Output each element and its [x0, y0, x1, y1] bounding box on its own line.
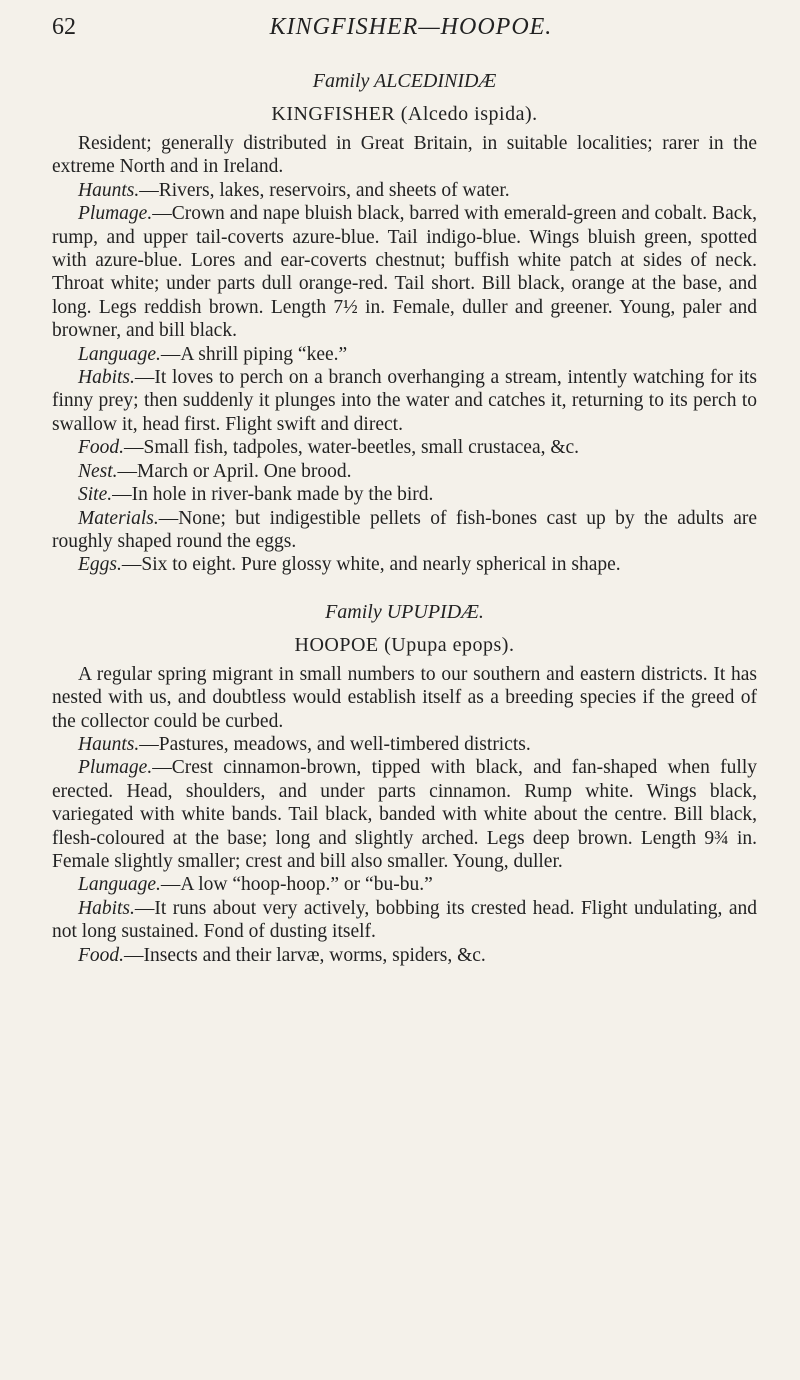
field-haunts [52, 179, 757, 202]
field-language [52, 873, 757, 896]
field-plumage [52, 202, 757, 342]
field-text: —A low “hoop-hoop.” or “bu-bu.” [160, 874, 433, 896]
field-materials [52, 507, 757, 554]
family-heading: Family ALCEDINIDÆ [312, 70, 497, 92]
species-intro: Resident; generally distributed in Great Britain, in suitable localities; rarer in the extreme North and in Ireland. [52, 133, 757, 178]
field-label: Habits. [78, 897, 135, 919]
field-label: Nest. [78, 460, 118, 482]
kingfisher-section [52, 70, 757, 577]
family-heading: Family UPUPIDÆ. [325, 600, 484, 623]
field-text: —None; but indigestible pellets of fish-bones cast up by the adults are roughly shaped round the eggs. [52, 507, 757, 552]
field-nest [52, 460, 757, 483]
field-label: Haunts. [78, 179, 140, 201]
page-number: 62 [52, 14, 76, 40]
running-title: KINGFISHER—HOOPOE. [269, 14, 553, 40]
section-spacer [52, 577, 757, 601]
field-habits [52, 897, 757, 944]
field-label: Food. [78, 944, 125, 966]
field-label: Habits. [78, 367, 135, 389]
field-label: Food. [78, 437, 125, 459]
species-heading: KINGFISHER (Alcedo ispida). [271, 103, 538, 125]
field-text: —Crown and nape bluish black, barred with emerald-green and cobalt. Back, rump, and upper tail-coverts azure-blue. Tail indigo-blue. Wings bluish green, spotted with azure-blue. Lores and ear-coverts chestnut; buffish white patch at sides of neck. Throat white; under parts dull orange-red. Tail short. Bill black, orange at the base, and long. Legs reddish brown. Length 7½ in. Female, duller and greener. Young, paler and browner, and bill black. [52, 203, 757, 342]
species-heading: HOOPOE (Upupa epops). [294, 633, 515, 656]
field-plumage [52, 756, 757, 873]
page-content [52, 70, 757, 967]
field-text: —Rivers, lakes, reservoirs, and sheets of water. [139, 179, 510, 201]
field-site [52, 483, 757, 506]
species-intro: A regular spring migrant in small numbers to our southern and eastern districts. It has nested with us, and doubtless would establish itself as a breeding species if the greed of the collector could be curbed. [52, 663, 757, 732]
field-text: —Pastures, meadows, and well-timbered districts. [139, 733, 531, 755]
field-text: —Insects and their larvæ, worms, spiders, &c. [124, 944, 486, 966]
field-label: Plumage. [78, 203, 153, 225]
field-language [52, 343, 757, 366]
field-food [52, 436, 757, 459]
field-label: Language. [78, 343, 161, 365]
running-head [52, 10, 770, 46]
field-text: —In hole in river-bank made by the bird. [112, 484, 434, 506]
field-label: Eggs. [78, 554, 122, 576]
hoopoe-section [52, 601, 757, 967]
field-text: —Crest cinnamon-brown, tipped with black, and fan-shaped when fully erected. Head, shoulders, and under parts cinnamon. Rump white. Wings black, variegated with white bands. Tail black, banded with white about the centre. Bill black, flesh-coloured at the base; long and slightly arched. Legs deep brown. Length 9¾ in. Female slightly smaller; crest and bill also smaller. Young, duller. [52, 757, 757, 872]
field-label: Language. [78, 874, 161, 896]
field-label: Materials. [78, 507, 159, 529]
field-food [52, 944, 757, 967]
field-text: —Six to eight. Pure glossy white, and nearly spherical in shape. [121, 554, 621, 576]
field-label: Plumage. [78, 757, 153, 779]
field-text: —A shrill piping “kee.” [160, 343, 348, 365]
field-haunts [52, 733, 757, 756]
field-text: —It runs about very actively, bobbing its crested head. Flight undulating, and not long sustained. Fond of dusting itself. [52, 897, 757, 943]
field-text: —March or April. One brood. [117, 460, 352, 482]
field-label: Site. [78, 484, 113, 506]
field-label: Haunts. [78, 733, 140, 755]
field-text: —It loves to perch on a branch overhanging a stream, intently watching for its finny prey; then suddenly it plunges into the water and catches it, returning to its perch to swallow it, head first. Flight swift and direct. [52, 367, 757, 435]
field-habits [52, 366, 757, 436]
field-eggs [52, 553, 757, 576]
field-text: —Small fish, tadpoles, water-beetles, small crustacea, &c. [124, 437, 580, 459]
